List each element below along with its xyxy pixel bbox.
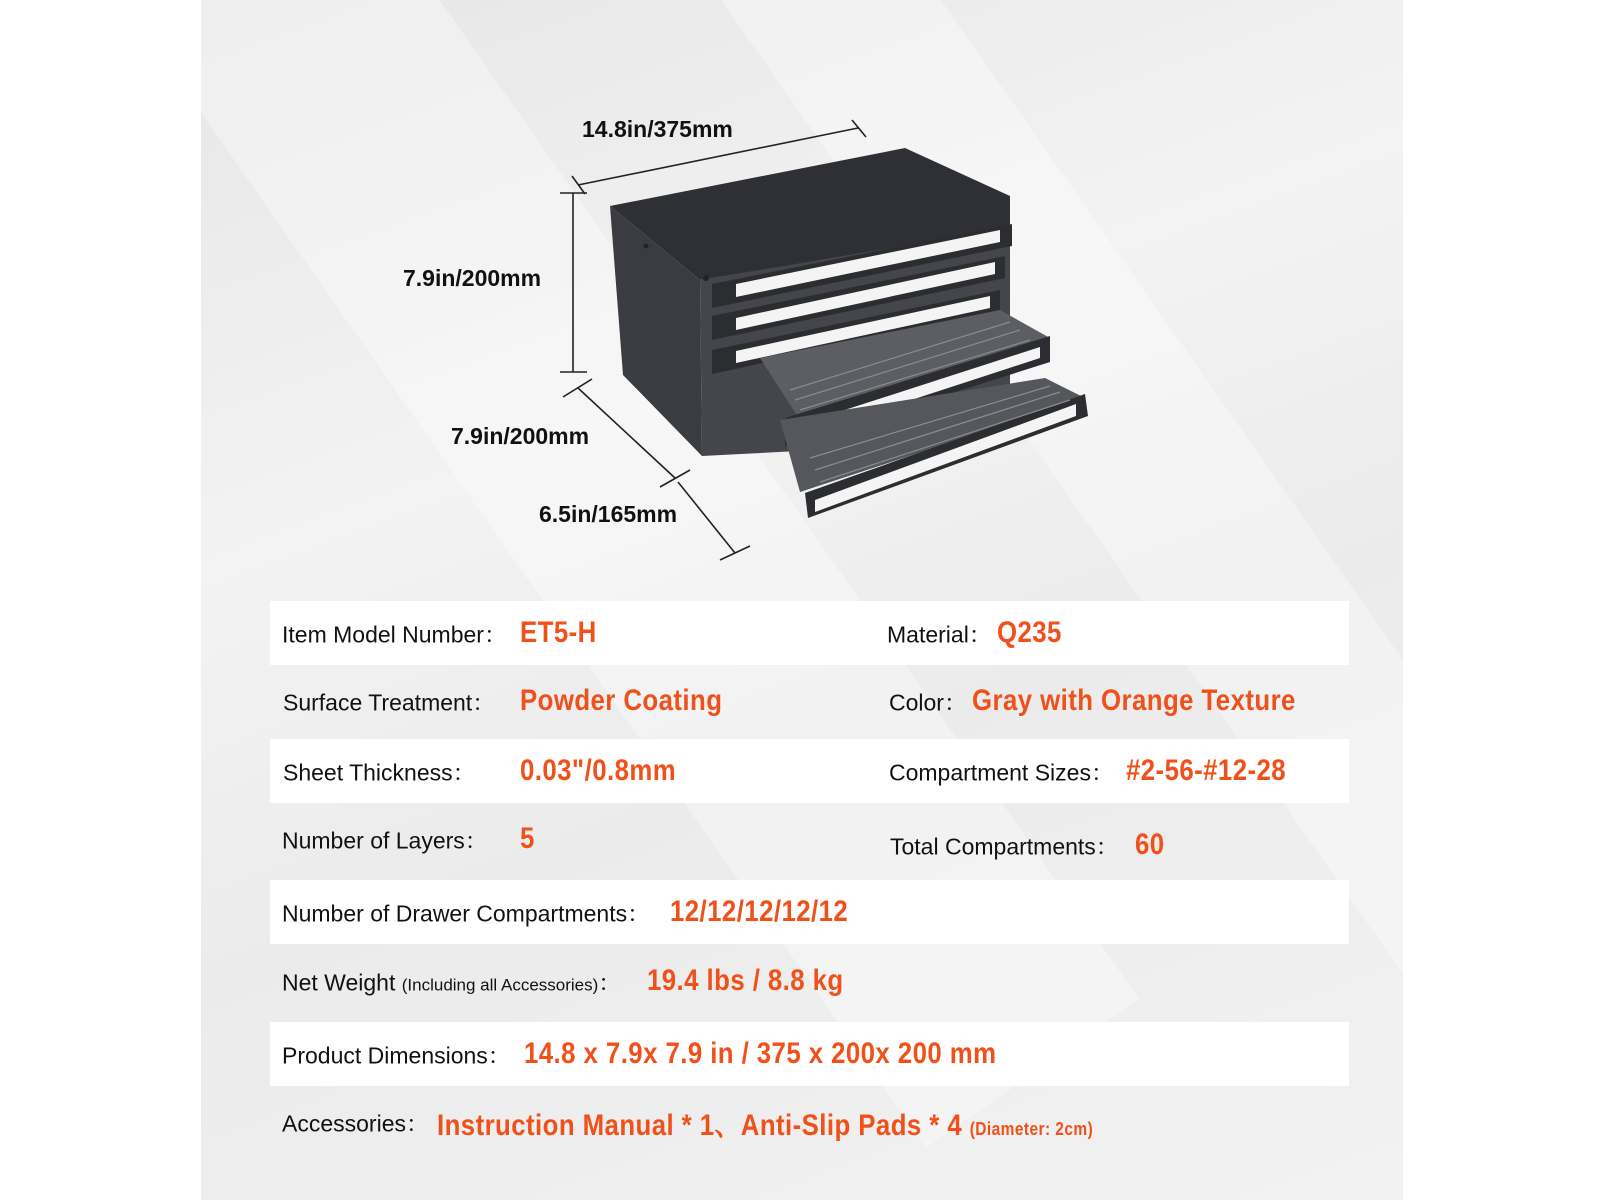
surface-label: Surface Treatment： (283, 689, 496, 716)
surface-value: Powder Coating (520, 684, 723, 717)
product-dimensions-value: 14.8 x 7.9x 7.9 in / 375 x 200x 200 mm (524, 1037, 997, 1070)
drawer-extension-label: 6.5in/165mm (539, 501, 678, 527)
spec-row-dimensions (270, 1022, 1349, 1086)
material-value: Q235 (997, 616, 1062, 649)
thickness-value: 0.03"/0.8mm (520, 754, 677, 787)
spec-row-weight (270, 949, 1349, 1013)
accessories-note: (Diameter: 2cm) (969, 1119, 1094, 1139)
thickness-label: Sheet Thickness： (283, 759, 476, 786)
width-dimension-label: 14.8in/375mm (582, 116, 733, 142)
weight-note: (Including all Accessories) (401, 975, 599, 995)
accessories-label: Accessories： (282, 1110, 429, 1137)
spec-row-model (270, 601, 1349, 665)
color-value: Gray with Orange Texture (972, 684, 1296, 717)
compartment-sizes-value: #2-56-#12-28 (1126, 754, 1287, 787)
height-dimension-label: 7.9in/200mm (403, 265, 542, 291)
material-label: Material： (887, 621, 992, 648)
weight-value: 19.4 lbs / 8.8 kg (647, 964, 844, 997)
spec-row-thickness (270, 739, 1349, 803)
layers-label: Number of Layers： (282, 827, 488, 854)
drawer-compartments-label: Number of Drawer Compartments： (282, 900, 651, 927)
spec-row-surface (270, 669, 1349, 733)
weight-label: Net Weight (Including all Accessories)： (282, 969, 622, 996)
model-value: ET5-H (520, 616, 597, 649)
product-dimensions-label: Product Dimensions： (282, 1042, 511, 1069)
total-compartments-label: Total Compartments： (890, 833, 1119, 860)
color-label: Color： (889, 689, 967, 716)
drawer-compartments-value: 12/12/12/12/12 (670, 895, 849, 928)
compartment-sizes-label: Compartment Sizes： (889, 759, 1114, 786)
spec-row-drawer-compartments (270, 880, 1349, 944)
spec-row-accessories (270, 1090, 1349, 1154)
model-label: Item Model Number： (282, 621, 507, 648)
spec-row-layers (270, 807, 1349, 871)
total-compartments-value: 60 (1135, 828, 1165, 862)
layers-value: 5 (520, 822, 535, 855)
accessories-value: Instruction Manual * 1、Anti-Slip Pads * 4 (Diameter: 2cm) (437, 1109, 1094, 1142)
depth-dimension-label: 7.9in/200mm (451, 423, 590, 449)
